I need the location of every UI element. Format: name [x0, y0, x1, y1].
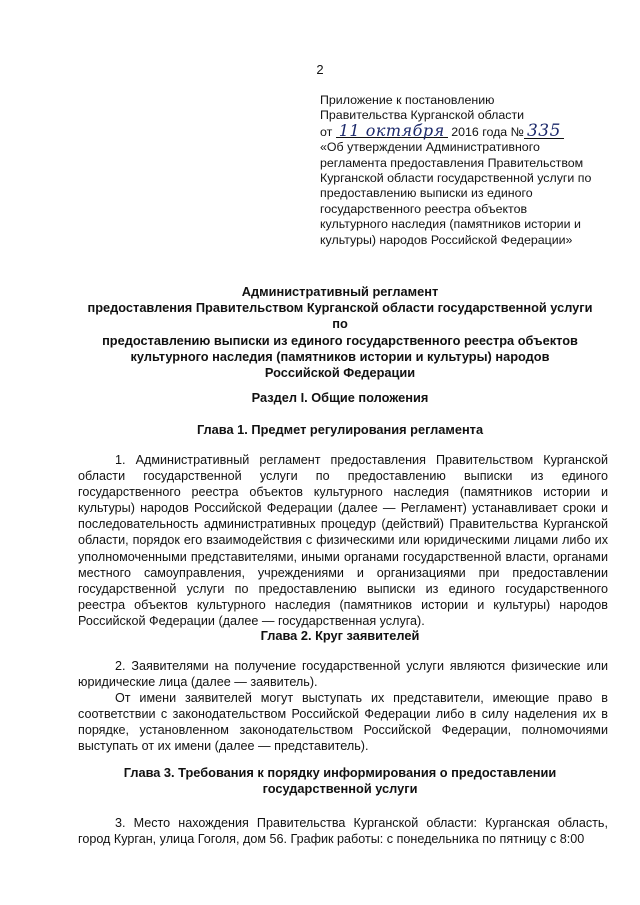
appendix-line: Правительства Курганской области [320, 108, 525, 123]
title-line: Административный регламент [241, 284, 439, 299]
document-title [80, 284, 600, 381]
appendix-line: культурного наследия (памятников истории и [320, 217, 581, 232]
appendix-line: регламента предоставления Правительством [320, 155, 584, 170]
title-line: культурного наследия (памятников истории и культуры) народов [130, 348, 550, 364]
appendix-line: государственного реестра объектов [320, 201, 528, 216]
appendix-line: Курганской области государственной услуги по [320, 171, 592, 186]
section-title: Раздел I. Общие положения [251, 390, 429, 405]
appendix-line: «Об утверждении Административного [320, 140, 540, 155]
title-line: предоставлению выписки из единого государственного реестра объектов [102, 332, 578, 348]
chapter-3-title [80, 765, 600, 797]
paragraph-2-cont: От имени заявителей могут выступать их представители, имеющие право в соответствии с законодательством Российской Федерации либо в силу наделения их в порядке, установленном законодательством Российской Федерации, полномочиями выступать от их имени (далее — представитель). [78, 691, 608, 754]
appendix-line: культуры) народов Российской Федерации» [320, 232, 573, 247]
appendix-line: предоставлению выписки из единого [320, 186, 533, 201]
chapter-3-title-line: Глава 3. Требования к порядку информирования о предоставлении [123, 765, 557, 780]
paragraph-1: 1. Административный регламент предоставления Правительством Курганской области государственной услуги по предоставлению выписки из единого государственного реестра объектов культурного наследия (памятников истории и культуры) народов Российской Федерации (далее — Регламент) устанавливает сроки и последовательность административных процедур (действий) Правительства Курганской области, порядок его взаимодействия с физическими или юридическими лицами либо их уполномоченными представителями, иными органами государственной власти, органами местного самоуправления, учреждениями и организациями при предоставлении государственной услуги по предоставлению выписки из единого государственного реестра объектов культурного наследия (памятников истории и культуры) народов Российской Федерации (далее — государственная услуга). [78, 453, 608, 628]
paragraph-3: 3. Место нахождения Правительства Курганской области: Курганская область, город Курган, улица Гоголя, дом 56. График работы: с понедельника по пятницу с 8:00 [78, 816, 608, 847]
chapter-2-title: Глава 2. Круг заявителей [260, 628, 420, 643]
date-prefix: от [320, 124, 333, 139]
chapter-1-title: Глава 1. Предмет регулирования регламента [196, 422, 484, 437]
appendix-block [320, 93, 612, 248]
appendix-date-line [320, 120, 612, 141]
title-line: Российской Федерации [264, 365, 416, 381]
appendix-line: Приложение к постановлению [320, 93, 495, 107]
handwritten-number: 335 [524, 125, 564, 139]
title-line: предоставления Правительством Курганской области государственной услуги по [87, 300, 593, 332]
handwritten-date: 11 октября [336, 124, 448, 138]
date-suffix: 2016 года № [451, 124, 524, 139]
page-number: 2 [316, 62, 324, 77]
chapter-3-title-line: государственной услуги [262, 781, 418, 797]
paragraph-2: 2. Заявителями на получение государственной услуги являются физические или юридические лица (далее — заявитель). [78, 659, 608, 690]
